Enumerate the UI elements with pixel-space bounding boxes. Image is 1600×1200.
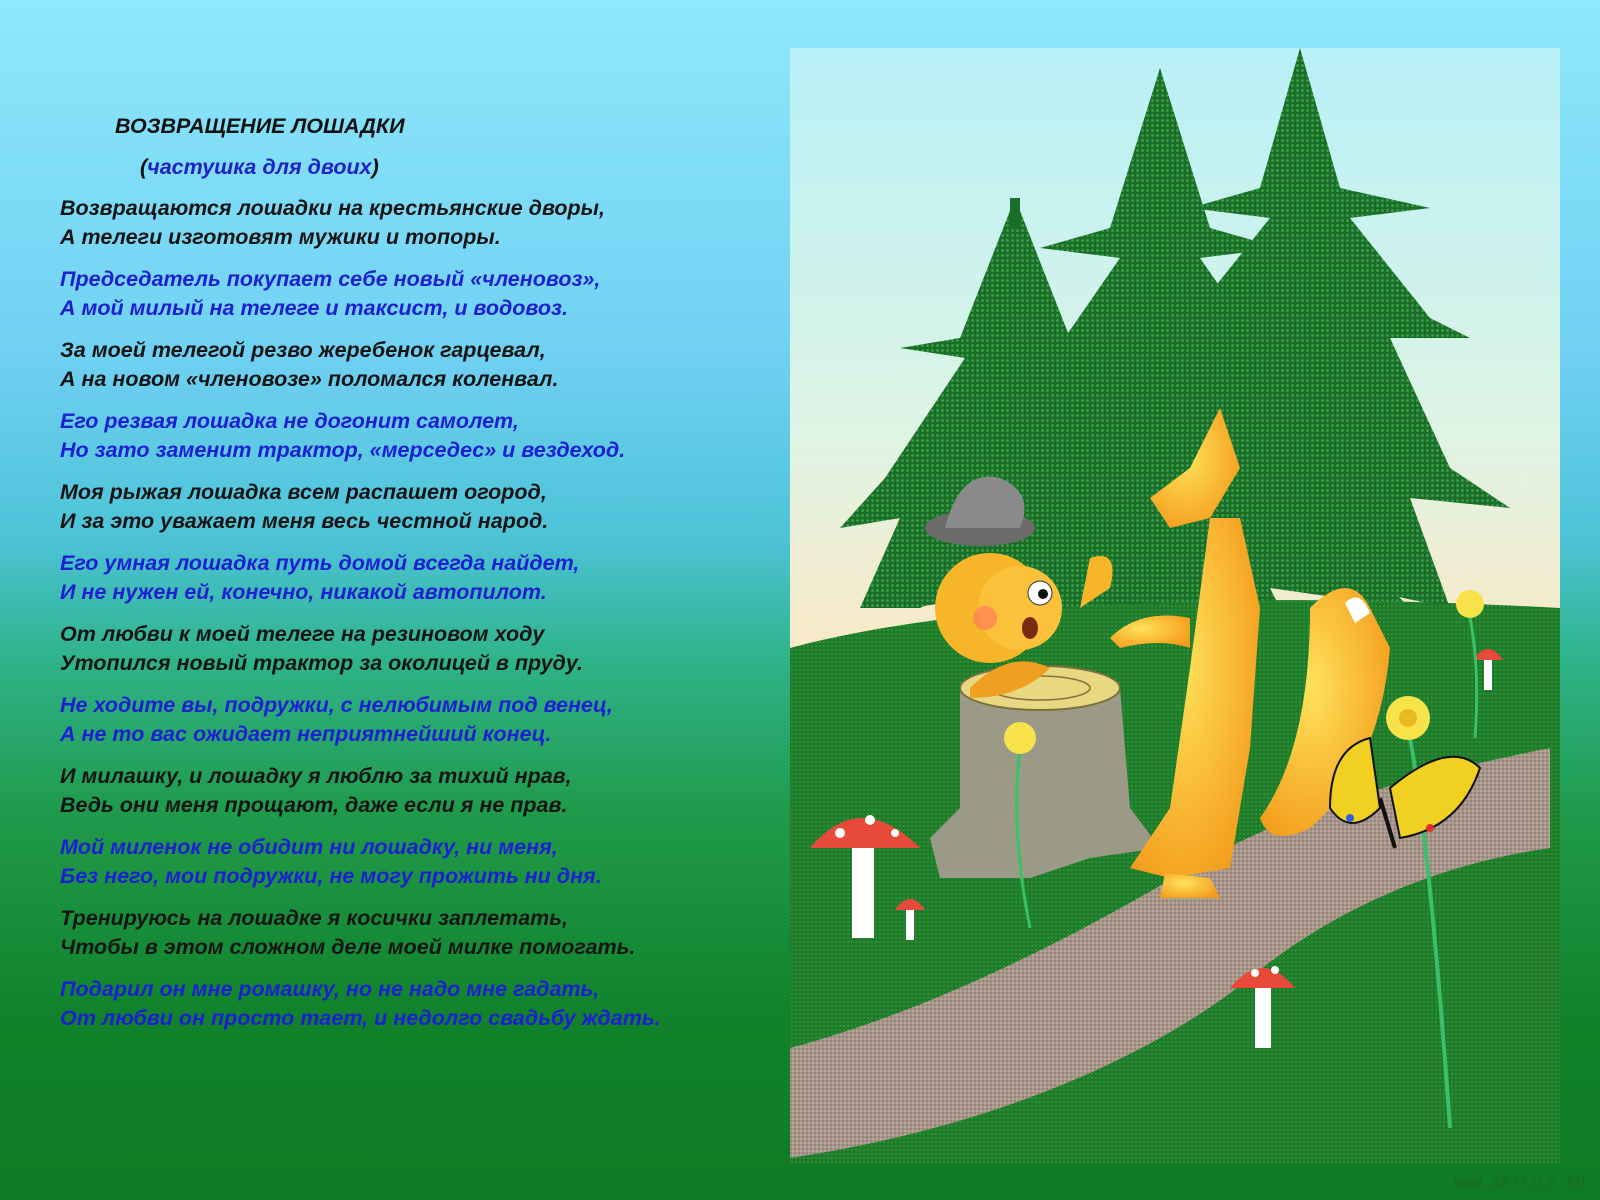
stanza-line: За моей телегой резво жеребенок гарцевал, — [60, 338, 546, 362]
stanza — [60, 194, 780, 252]
forest-illustration — [790, 48, 1560, 1163]
poem-subtitle — [60, 153, 780, 182]
stanza — [60, 549, 780, 607]
stanza — [60, 904, 780, 962]
subtitle-text: частушка для двоих — [147, 155, 372, 179]
stanza-line: А не то вас ожидает неприятнейший конец. — [60, 722, 552, 746]
stanza — [60, 478, 780, 536]
stanza-list — [60, 194, 780, 1033]
poem — [60, 112, 780, 1046]
stanza-line: Тренируюсь на лошадке я косички заплетать, — [60, 906, 569, 930]
stanza-line: Но зато заменит трактор, «мерседес» и вездеход. — [60, 438, 626, 462]
stanza-line: Возвращаются лошадки на крестьянские дворы, — [60, 196, 606, 220]
stanza-line: Председатель покупает себе новый «членовоз», — [60, 267, 601, 291]
stanza-line: Ведь они меня прощают, даже если я не прав. — [60, 793, 568, 817]
stanza — [60, 407, 780, 465]
stanza — [60, 336, 780, 394]
stanza — [60, 762, 780, 820]
stanza-line: Мой миленок не обидит ни лошадку, ни меня, — [60, 835, 558, 859]
stanza — [60, 833, 780, 891]
subtitle-open-paren: ( — [140, 155, 148, 179]
stanza-line: А мой милый на телеге и таксист, и водовоз. — [60, 296, 568, 320]
stanza-line: Утопился новый трактор за околицей в пруду. — [60, 651, 583, 675]
stanza — [60, 265, 780, 323]
stanza-line: Чтобы в этом сложном деле моей милке помогать. — [60, 935, 636, 959]
stanza-line: А на новом «членовозе» поломался коленвал. — [60, 367, 559, 391]
stanza-line: Моя рыжая лошадка всем распашет огород, — [60, 480, 547, 504]
stanza-line: И милашку, и лошадку я люблю за тихий нрав, — [60, 764, 572, 788]
stanza-line: А телеги изготовят мужики и топоры. — [60, 225, 501, 249]
stanza-line: От любви он просто тает, и недолго свадьбу ждать. — [60, 1006, 661, 1030]
stanza-line: Подарил он мне ромашку, но не надо мне гадать, — [60, 977, 600, 1001]
stanza-line: От любви к моей телеге на резиновом ходу — [60, 622, 545, 646]
stanza — [60, 975, 780, 1033]
stanza-line: Не ходите вы, подружки, с нелюбимым под венец, — [60, 693, 613, 717]
stanza-line: И не нужен ей, конечно, никакой автопилот. — [60, 580, 547, 604]
watermark: WWW.ARTFILE.RU — [1453, 1176, 1586, 1192]
stanza — [60, 691, 780, 749]
stanza-line: Его умная лошадка путь домой всегда найдет, — [60, 551, 580, 575]
stanza-line: Его резвая лошадка не догонит самолет, — [60, 409, 519, 433]
stanza-line: И за это уважает меня весь честной народ. — [60, 509, 549, 533]
stanza-line: Без него, мои подружки, не могу прожить ни дня. — [60, 864, 602, 888]
subtitle-close-paren: ) — [371, 155, 379, 179]
stanza — [60, 620, 780, 678]
poem-title: ВОЗВРАЩЕНИЕ ЛОШАДКИ — [115, 114, 405, 138]
